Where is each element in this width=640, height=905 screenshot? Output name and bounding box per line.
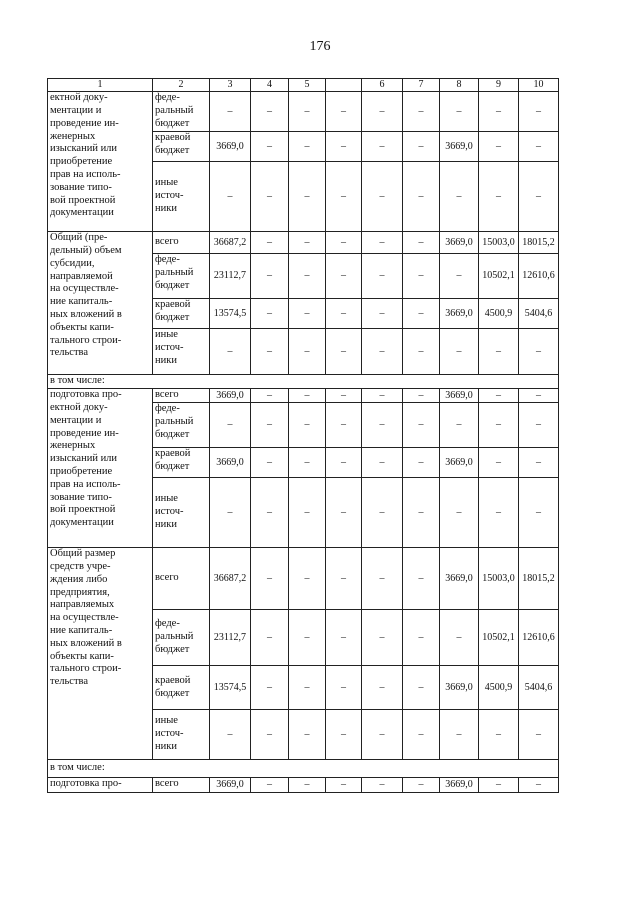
value-cell: –: [251, 403, 289, 448]
row-description: подготовка про- ектной доку- ментации и проведение ин- женерных изысканий или приобретение прав на исполь- зование типо- вой проектной документации: [48, 389, 153, 548]
value-cell: 12610,6: [519, 254, 559, 299]
value-cell: 3669,0: [440, 299, 479, 329]
value-cell: 3669,0: [440, 778, 479, 793]
value-cell: –: [519, 329, 559, 375]
table-body: [48, 92, 559, 793]
value-cell: 4500,9: [479, 666, 519, 710]
value-cell: –: [289, 389, 326, 403]
value-cell: –: [479, 778, 519, 793]
value-cell: –: [251, 610, 289, 666]
value-cell: –: [251, 299, 289, 329]
value-cell: –: [289, 403, 326, 448]
value-cell: –: [362, 92, 403, 132]
funding-source: всего: [153, 389, 210, 403]
value-cell: –: [289, 478, 326, 548]
value-cell: –: [289, 610, 326, 666]
value-cell: –: [251, 778, 289, 793]
value-cell: –: [210, 710, 251, 760]
value-cell: –: [326, 610, 362, 666]
value-cell: 13574,5: [210, 666, 251, 710]
funding-source: иные источ- ники: [153, 329, 210, 375]
column-header: 3: [210, 79, 251, 92]
value-cell: –: [403, 232, 440, 254]
value-cell: 3669,0: [440, 666, 479, 710]
value-cell: –: [251, 548, 289, 610]
value-cell: –: [326, 92, 362, 132]
column-header: 8: [440, 79, 479, 92]
value-cell: –: [326, 299, 362, 329]
value-cell: 23112,7: [210, 254, 251, 299]
value-cell: –: [251, 254, 289, 299]
value-cell: –: [403, 299, 440, 329]
value-cell: –: [251, 478, 289, 548]
value-cell: –: [403, 254, 440, 299]
value-cell: –: [326, 232, 362, 254]
value-cell: –: [251, 132, 289, 162]
value-cell: –: [440, 162, 479, 232]
value-cell: –: [403, 162, 440, 232]
value-cell: –: [210, 329, 251, 375]
value-cell: 23112,7: [210, 610, 251, 666]
funding-source: всего: [153, 778, 210, 793]
value-cell: –: [362, 254, 403, 299]
value-cell: –: [519, 389, 559, 403]
value-cell: 3669,0: [440, 548, 479, 610]
value-cell: –: [289, 132, 326, 162]
value-cell: 3669,0: [440, 389, 479, 403]
page-number: 176: [309, 39, 331, 54]
funding-source: феде- ральный бюджет: [153, 254, 210, 299]
value-cell: –: [362, 778, 403, 793]
value-cell: –: [403, 778, 440, 793]
column-header: [326, 79, 362, 92]
row-description: подготовка про-: [48, 778, 153, 793]
value-cell: –: [289, 299, 326, 329]
funding-source: феде- ральный бюджет: [153, 610, 210, 666]
value-cell: –: [251, 710, 289, 760]
value-cell: –: [251, 448, 289, 478]
table-row: [48, 760, 559, 778]
column-header: 7: [403, 79, 440, 92]
value-cell: –: [210, 162, 251, 232]
value-cell: –: [362, 162, 403, 232]
value-cell: –: [362, 478, 403, 548]
value-cell: –: [251, 232, 289, 254]
value-cell: –: [362, 666, 403, 710]
table-row: [48, 548, 559, 610]
value-cell: –: [403, 478, 440, 548]
funding-source: всего: [153, 232, 210, 254]
value-cell: –: [326, 403, 362, 448]
value-cell: –: [289, 329, 326, 375]
value-cell: –: [362, 710, 403, 760]
value-cell: –: [289, 548, 326, 610]
value-cell: –: [326, 389, 362, 403]
value-cell: –: [519, 162, 559, 232]
value-cell: –: [362, 389, 403, 403]
table-row: [48, 778, 559, 793]
section-label: в том числе:: [48, 375, 559, 389]
value-cell: –: [362, 329, 403, 375]
value-cell: –: [289, 162, 326, 232]
funding-source: феде- ральный бюджет: [153, 403, 210, 448]
value-cell: –: [519, 92, 559, 132]
value-cell: 5404,6: [519, 299, 559, 329]
value-cell: –: [251, 92, 289, 132]
header-row: [48, 79, 559, 92]
funding-source: иные источ- ники: [153, 162, 210, 232]
value-cell: –: [403, 610, 440, 666]
row-description: Общий (пре- дельный) объем субсидии, направляемой на осуществле- ние капиталь- ных вложений в объекты капи- тального строи- тельства: [48, 232, 153, 375]
value-cell: –: [289, 710, 326, 760]
value-cell: –: [362, 448, 403, 478]
value-cell: –: [479, 92, 519, 132]
value-cell: –: [403, 92, 440, 132]
value-cell: –: [440, 254, 479, 299]
value-cell: –: [326, 329, 362, 375]
row-description: ектной доку- ментации и проведение ин- женерных изысканий или приобретение прав на исполь- зование типо- вой проектной документации: [48, 92, 153, 232]
value-cell: 4500,9: [479, 299, 519, 329]
table-row: [48, 389, 559, 403]
value-cell: 13574,5: [210, 299, 251, 329]
value-cell: 15003,0: [479, 232, 519, 254]
value-cell: –: [440, 610, 479, 666]
funding-source: краевой бюджет: [153, 666, 210, 710]
value-cell: –: [440, 403, 479, 448]
value-cell: –: [289, 778, 326, 793]
value-cell: 3669,0: [440, 232, 479, 254]
budget-table: [47, 78, 559, 793]
value-cell: –: [326, 162, 362, 232]
value-cell: –: [479, 710, 519, 760]
value-cell: 18015,2: [519, 232, 559, 254]
value-cell: –: [362, 403, 403, 448]
row-description: Общий размер средств учре- ждения либо предприятия, направляемых на осуществле- ние капиталь- ных вложений в объекты капи- тального строи- тельства: [48, 548, 153, 760]
funding-source: краевой бюджет: [153, 299, 210, 329]
value-cell: –: [362, 548, 403, 610]
value-cell: 3669,0: [210, 389, 251, 403]
value-cell: –: [440, 710, 479, 760]
value-cell: –: [479, 389, 519, 403]
value-cell: –: [519, 403, 559, 448]
value-cell: 18015,2: [519, 548, 559, 610]
value-cell: –: [479, 448, 519, 478]
column-header: 10: [519, 79, 559, 92]
value-cell: –: [479, 162, 519, 232]
value-cell: 3669,0: [210, 778, 251, 793]
value-cell: 3669,0: [440, 448, 479, 478]
table-row: [48, 92, 559, 132]
value-cell: –: [403, 548, 440, 610]
value-cell: –: [210, 403, 251, 448]
value-cell: 12610,6: [519, 610, 559, 666]
value-cell: –: [326, 548, 362, 610]
value-cell: 10502,1: [479, 254, 519, 299]
value-cell: –: [362, 232, 403, 254]
value-cell: –: [440, 329, 479, 375]
funding-source: иные источ- ники: [153, 478, 210, 548]
value-cell: –: [289, 666, 326, 710]
table-row: [48, 375, 559, 389]
value-cell: –: [289, 92, 326, 132]
value-cell: –: [326, 478, 362, 548]
value-cell: –: [519, 710, 559, 760]
value-cell: 10502,1: [479, 610, 519, 666]
value-cell: 5404,6: [519, 666, 559, 710]
funding-source: всего: [153, 548, 210, 610]
value-cell: –: [326, 666, 362, 710]
value-cell: –: [251, 162, 289, 232]
value-cell: –: [289, 232, 326, 254]
value-cell: –: [326, 448, 362, 478]
value-cell: –: [519, 778, 559, 793]
value-cell: –: [403, 666, 440, 710]
value-cell: –: [403, 448, 440, 478]
value-cell: –: [289, 448, 326, 478]
section-label: в том числе:: [48, 760, 559, 778]
value-cell: –: [362, 132, 403, 162]
value-cell: –: [440, 92, 479, 132]
table-row: [48, 232, 559, 254]
column-header: 4: [251, 79, 289, 92]
value-cell: 36687,2: [210, 548, 251, 610]
column-header: 2: [153, 79, 210, 92]
value-cell: –: [362, 299, 403, 329]
value-cell: 3669,0: [440, 132, 479, 162]
column-header: 6: [362, 79, 403, 92]
value-cell: 3669,0: [210, 132, 251, 162]
value-cell: –: [479, 403, 519, 448]
value-cell: –: [326, 710, 362, 760]
funding-source: иные источ- ники: [153, 710, 210, 760]
column-header: 1: [48, 79, 153, 92]
value-cell: –: [326, 254, 362, 299]
value-cell: –: [440, 478, 479, 548]
value-cell: –: [251, 389, 289, 403]
value-cell: –: [479, 132, 519, 162]
value-cell: –: [326, 778, 362, 793]
value-cell: –: [251, 666, 289, 710]
value-cell: –: [403, 710, 440, 760]
value-cell: 3669,0: [210, 448, 251, 478]
value-cell: –: [519, 448, 559, 478]
funding-source: краевой бюджет: [153, 448, 210, 478]
value-cell: –: [210, 92, 251, 132]
value-cell: 15003,0: [479, 548, 519, 610]
value-cell: –: [479, 478, 519, 548]
value-cell: –: [479, 329, 519, 375]
value-cell: –: [326, 132, 362, 162]
value-cell: –: [403, 132, 440, 162]
column-header: 9: [479, 79, 519, 92]
value-cell: –: [403, 329, 440, 375]
value-cell: 36687,2: [210, 232, 251, 254]
value-cell: –: [289, 254, 326, 299]
value-cell: –: [251, 329, 289, 375]
value-cell: –: [403, 389, 440, 403]
value-cell: –: [403, 403, 440, 448]
value-cell: –: [519, 478, 559, 548]
value-cell: –: [519, 132, 559, 162]
value-cell: –: [210, 478, 251, 548]
funding-source: краевой бюджет: [153, 132, 210, 162]
value-cell: –: [362, 610, 403, 666]
funding-source: феде- ральный бюджет: [153, 92, 210, 132]
column-header: 5: [289, 79, 326, 92]
